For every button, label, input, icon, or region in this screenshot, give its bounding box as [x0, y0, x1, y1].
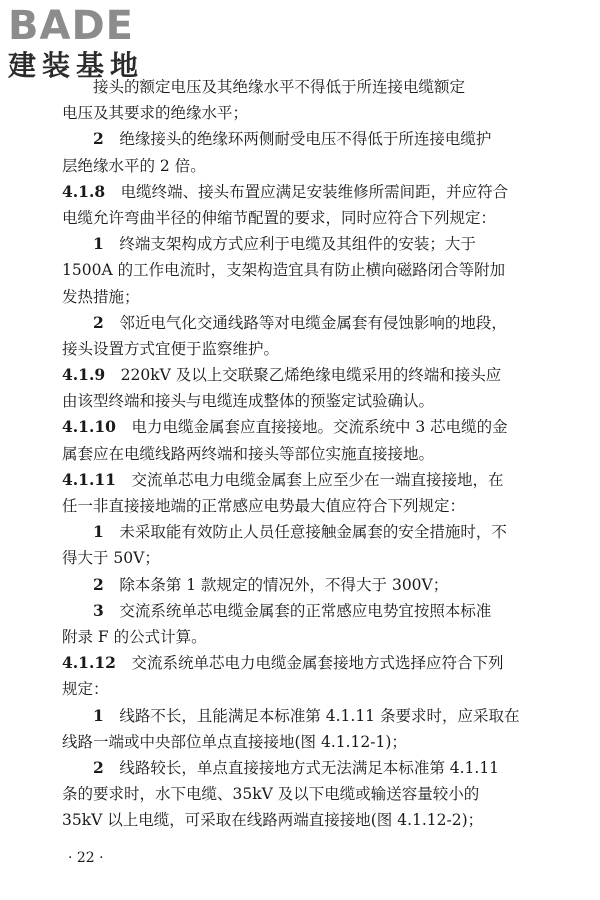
clause	[62, 414, 572, 440]
text-line: 35kV 以上电缆，可采取在线路两端直接接地(图 4.1.12-2)；	[62, 811, 484, 830]
item-number: 2	[93, 129, 104, 149]
text-line: 附录 F 的公式计算。	[62, 627, 207, 646]
text-line: 电缆允许弯曲半径的伸缩节配置的要求，同时应符合下列规定：	[62, 208, 497, 227]
clause	[62, 467, 572, 493]
clause-number: 4.1.10	[62, 417, 116, 437]
text-line: 得大于 50V；	[62, 549, 160, 568]
clause	[62, 179, 572, 205]
item-number: 1	[93, 522, 104, 542]
text-line: 发热措施；	[62, 287, 140, 306]
item-text: 除本条第 1 款规定的情况外，不得大于 300V；	[119, 575, 449, 594]
list-item	[62, 231, 572, 257]
document-body	[62, 74, 572, 833]
text-line: 接头设置方式宜便于监察维护。	[62, 339, 280, 358]
clause-text: 220kV 及以上交联聚乙烯绝缘电缆采用的终端和接头应	[120, 366, 502, 385]
text-line: 条的要求时，水下电缆、35kV 及以下电缆或输送容量较小的	[62, 785, 480, 804]
clause-number: 4.1.12	[62, 653, 116, 673]
item-text: 邻近电气化交通线路等对电缆金属套有侵蚀影响的地段，	[119, 313, 507, 332]
clause-number: 4.1.9	[62, 365, 106, 385]
item-number: 3	[93, 600, 104, 620]
text-line: 电压及其要求的绝缘水平；	[62, 104, 249, 123]
text-line: 线路一端或中央部位单点直接接地(图 4.1.12-1)；	[62, 732, 407, 751]
item-number: 2	[93, 757, 104, 777]
text-line: 1500A 的工作电流时，支架构造宜具有防止横向磁路闭合等附加	[62, 261, 506, 280]
list-item	[62, 126, 572, 152]
text-line: 属套应在电缆线路两终端和接头等部位实施直接接地。	[62, 444, 435, 463]
list-item	[62, 572, 572, 598]
item-text: 线路较长，单点直接接地方式无法满足本标准第 4.1.11	[119, 758, 500, 777]
text-line: 由该型终端和接头与电缆连成整体的预鉴定试验确认。	[62, 392, 435, 411]
item-text: 线路不长，且能满足本标准第 4.1.11 条要求时，应采取在	[119, 706, 520, 725]
item-number: 2	[93, 574, 104, 594]
page-number: · 22 ·	[68, 850, 104, 866]
item-text: 绝缘接头的绝缘环两侧耐受电压不得低于所连接电缆护	[119, 130, 492, 149]
item-number: 1	[93, 234, 104, 254]
clause	[62, 362, 572, 388]
text-line: 任一非直接接地端的正常感应电势最大值应符合下列规定：	[62, 497, 466, 515]
clause-number: 4.1.11	[62, 469, 116, 489]
text-line: 层绝缘水平的 2 倍。	[62, 156, 206, 175]
list-item	[62, 310, 572, 336]
text-line: 接头的额定电压及其绝缘水平不得低于所连接电缆额定	[93, 78, 466, 96]
logo-brand: BADE	[8, 3, 134, 49]
clause-text: 交流单芯电力电缆金属套上应至少在一端直接接地，在	[131, 470, 504, 489]
clause-text: 电力电缆金属套应直接接地。交流系统中 3 芯电缆的金	[131, 418, 508, 437]
item-number: 2	[93, 312, 104, 332]
list-item	[62, 519, 572, 545]
text-line: 规定：	[62, 680, 109, 699]
clause-number: 4.1.8	[62, 181, 106, 201]
item-text: 交流系统单芯电缆金属套的正常感应电势宜按照本标准	[119, 601, 492, 620]
logo-subtitle: 建装基地	[8, 49, 145, 82]
list-item	[62, 755, 572, 781]
list-item	[62, 703, 572, 729]
item-number: 1	[93, 705, 104, 725]
clause-text: 交流系统单芯电力电缆金属套接地方式选择应符合下列	[131, 654, 504, 673]
clause-text: 电缆终端、接头布置应满足安装维修所需间距，并应符合	[120, 182, 509, 201]
item-text: 未采取能有效防止人员任意接触金属套的安全措施时，不	[119, 523, 507, 542]
list-item	[62, 598, 572, 624]
clause	[62, 650, 572, 676]
item-text: 终端支架构成方式应利于电缆及其组件的安装；大于	[119, 235, 476, 254]
